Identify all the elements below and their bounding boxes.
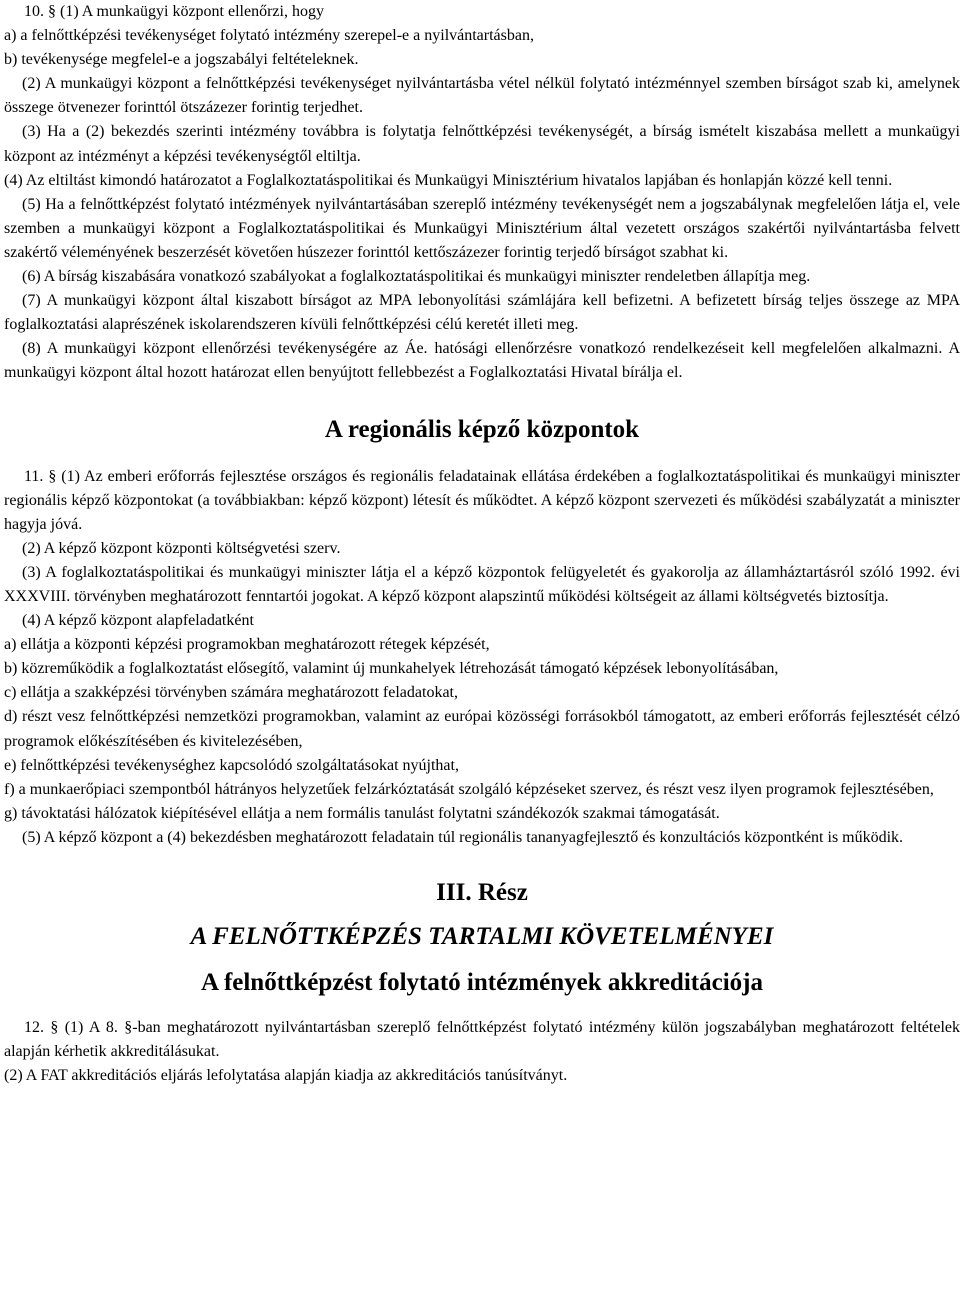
section-11-item-c: c) ellátja a szakképzési törvényben számára meghatározott feladatokat,: [4, 684, 458, 702]
section-12-paragraph-2: (2) A FAT akkreditációs eljárás lefolytatása alapján kiadja az akkreditációs tanúsítványt.: [4, 1067, 568, 1085]
section-10-paragraph-7: (7) A munkaügyi központ által kiszabott bírságot az MPA lebonyolítási számlájára kell befizetni. A befizetett bírság teljes összege az MPA foglalkoztatási alaprészének iskolarendszeren kívüli felnőttképzési célú keretét illeti meg.: [4, 292, 960, 334]
section-10-paragraph-4: (4) Az eltiltást kimondó határozatot a Foglalkoztatáspolitikai és Munkaügyi Minisztérium hivatalos lapjában és honlapján közzé kell tenni.: [4, 171, 893, 189]
section-10-paragraph-5: (5) Ha a felnőttképzést folytató intézmények nyilvántartásában szereplő intézmény tevékenységét nem a jogszabálynak megfelelően látja el, vele szemben a munkaügyi központ a Foglalkoztatáspolitikai és Munkaügyi Minisztérium által vezetett országos szakértői nyilvántartásba felvett szakértő véleményének beszerzését követően húszezer forinttól kettőszázezer forintig terjedő bírságot szabhat ki.: [4, 195, 960, 261]
section-11-paragraph-3: (3) A foglalkoztatáspolitikai és munkaügyi miniszter látja el a képző központok felügyeletét és gyakorolja az államháztartásról szóló 1992. évi XXXVIII. törvényben meghatározott fenntartói jogokat. A képző központ alapszintű működési költségeit az állami költségvetés biztosítja.: [4, 563, 960, 605]
section-11-item-d: d) részt vesz felnőttképzési nemzetközi programokban, valamint az európai közösségi forrásokból támogatott, az emberi erőforrás fejlesztését célzó programok előkészítésében és kivitelezésében,: [4, 708, 960, 750]
part-title: A FELNŐTTKÉPZÉS TARTALMI KÖVETELMÉNYEI: [190, 923, 774, 950]
section-11-paragraph-5: (5) A képző központ a (4) bekezdésben meghatározott feladatain túl regionális tananyagfejlesztő és konzultációs központként is működik.: [22, 828, 904, 846]
section-10-paragraph-8: (8) A munkaügyi központ ellenőrzési tevékenységére az Áe. hatósági ellenőrzésre vonatkozó rendelkezéseit kell megfelelően alkalmazni. A munkaügyi központ által hozott határozat ellen benyújtott fellebbezést a Foglalkoztatási Hivatal bírálja el.: [4, 340, 960, 382]
section-12-paragraph-1: 12. § (1) A 8. §-ban meghatározott nyilvántartásban szereplő felnőttképzést folytató intézmény külön jogszabályban meghatározott feltételek alapján kérhetik akkreditálásukat.: [4, 1019, 960, 1061]
section-10-paragraph-3: (3) Ha a (2) bekezdés szerinti intézmény továbbra is folytatja felnőttképzési tevékenységét, a bírság ismételt kiszabása mellett a munkaügyi központ az intézményt a képzési tevékenységtől eltiltja.: [4, 123, 960, 165]
section-11-paragraph-1: 11. § (1) Az emberi erőforrás fejlesztése országos és regionális feladatainak ellátása érdekében a foglalkoztatáspolitikai és munkaügyi miniszter regionális képző központokat (a továbbiakban: képző központ) létesít és működtet. A képző központ szervezeti és működési szabályzatát a miniszter hagyja jóvá.: [4, 467, 960, 533]
part-heading: III. Rész: [436, 879, 528, 906]
section-10-item-b: b) tevékenysége megfelel-e a jogszabályi feltételeknek.: [4, 51, 359, 69]
section-11-item-b: b) közreműködik a foglalkoztatást elősegítő, valamint új munkahelyek létrehozását támogató képzések lebonyolításában,: [4, 660, 779, 678]
section-11-item-f: f) a munkaerőpiaci szempontból hátrányos helyzetűek felzárkóztatását szolgáló képzéseket szervez, és részt vesz ilyen programok fejlesztésében,: [4, 780, 934, 798]
section-11-item-e: e) felnőttképzési tevékenységhez kapcsolódó szolgáltatásokat nyújthat,: [4, 756, 459, 774]
section-11-paragraph-4: (4) A képző központ alapfeladatként: [22, 612, 254, 630]
part-subtitle: A felnőttképzést folytató intézmények akkreditációja: [201, 969, 763, 996]
section-11-paragraph-2: (2) A képző központ központi költségvetési szerv.: [22, 539, 341, 557]
section-11-item-a: a) ellátja a központi képzési programokban meghatározott rétegek képzését,: [4, 636, 490, 654]
section-10-paragraph-2: (2) A munkaügyi központ a felnőttképzési tevékenységet nyilvántartásba vétel nélkül folytató intézménnyel szemben bírságot szab ki, amelynek összege ötvenezer forinttól ötszázezer forintig terjedhet.: [4, 75, 960, 117]
section-10-item-a: a) a felnőttképzési tevékenységet folytató intézmény szerepel-e a nyilvántartásban,: [4, 27, 534, 45]
section-heading-regional: A regionális képző központok: [324, 415, 640, 443]
section-10-paragraph-6: (6) A bírság kiszabására vonatkozó szabályokat a foglalkoztatáspolitikai és munkaügyi miniszter rendeletben állapítja meg.: [22, 268, 811, 286]
section-11-item-g: g) távoktatási hálózatok kiépítésével ellátja a nem formális tanulást folytatni szándékozók szakmai támogatását.: [4, 804, 720, 822]
section-10-paragraph-1: 10. § (1) A munkaügyi központ ellenőrzi, hogy: [24, 3, 324, 20]
